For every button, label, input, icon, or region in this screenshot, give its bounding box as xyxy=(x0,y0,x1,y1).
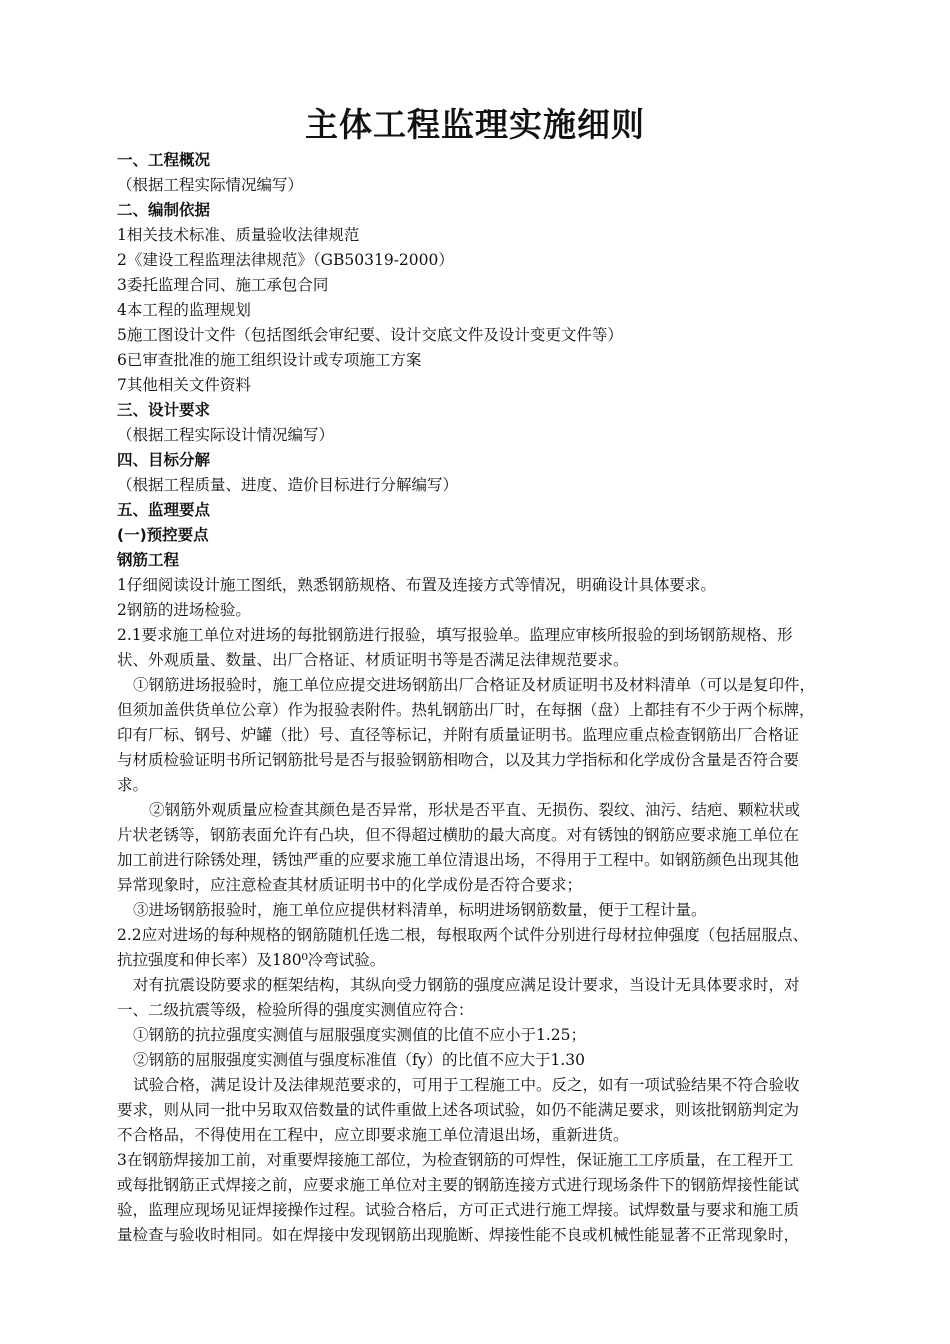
document-title: 主体工程监理实施细则 xyxy=(305,105,645,144)
text-line: 3委托监理合同、施工承包合同 xyxy=(117,276,329,294)
text-line: 加工前进行除锈处理，锈蚀严重的应要求施工单位清退出场，不得用于工程中。如钢筋颜色出现其他 xyxy=(117,851,800,869)
text-line: ①钢筋的抗拉强度实测值与屈服强度实测值的比值不应小于1.25； xyxy=(133,1026,587,1044)
text-line: 异常现象时，应注意检查其材质证明书中的化学成份是否符合要求； xyxy=(117,876,583,894)
text-line: 要求，则从同一批中另取双倍数量的试件重做上述各项试验，如仍不能满足要求，则该批钢筋判定为 xyxy=(117,1101,800,1119)
text-line: ②钢筋外观质量应检查其颜色是否异常，形状是否平直、无损伤、裂纹、油污、结疤、颗粒状或 xyxy=(149,801,801,819)
text-line: ③进场钢筋报验时，施工单位应提供材料清单，标明进场钢筋数量，便于工程计量。 xyxy=(133,901,707,919)
text-line: 4本工程的监理规划 xyxy=(117,301,251,319)
text-line: 或每批钢筋正式焊接之前，应要求施工单位对主要的钢筋连接方式进行现场条件下的钢筋焊接性能试 xyxy=(117,1176,800,1194)
text-line: 6已审查批准的施工组织设计或专项施工方案 xyxy=(117,351,422,369)
text-line: 1相关技术标准、质量验收法律规范 xyxy=(117,226,360,244)
text-line: ①钢筋进场报验时，施工单位应提交进场钢筋出厂合格证及材质证明书及材料清单（可以是复印件， xyxy=(133,676,816,694)
section-heading: 钢筋工程 xyxy=(117,551,180,569)
text-line: 2.2应对进场的每种规格的钢筋随机任选二根，每根取两个试件分别进行母材拉伸强度（包括屈服点、 xyxy=(117,926,809,944)
text-line: 验，监理应现场见证焊接操作过程。试验合格后，方可正式进行施工焊接。试焊数量与要求和施工质 xyxy=(117,1201,800,1219)
section-heading: 四、目标分解 xyxy=(117,451,211,469)
text-line: 对有抗震设防要求的框架结构，其纵向受力钢筋的强度应满足设计要求，当设计无具体要求时，对 xyxy=(133,976,800,994)
text-line: 片状老锈等，钢筋表面允许有凸块，但不得超过横肋的最大高度。对有锈蚀的钢筋应要求施工单位在 xyxy=(117,826,800,844)
text-line: 抗拉强度和伸长率）及180⁰冷弯试验。 xyxy=(117,951,386,969)
text-line: （根据工程实际设计情况编写） xyxy=(117,426,335,444)
section-heading: (一)预控要点 xyxy=(117,526,209,544)
section-heading: 三、设计要求 xyxy=(117,401,211,419)
text-line: 试验合格，满足设计及法律规范要求的，可用于工程施工中。反之，如有一项试验结果不符合验收 xyxy=(133,1076,800,1094)
section-heading: 二、编制依据 xyxy=(117,201,211,219)
text-line: 一、二级抗震等级，检验所得的强度实测值应符合： xyxy=(117,1001,474,1019)
text-line: 7其他相关文件资料 xyxy=(117,376,251,394)
text-line: （根据工程实际情况编写） xyxy=(117,176,304,194)
text-line: 2.1要求施工单位对进场的每批钢筋进行报验，填写报验单。监理应审核所报验的到场钢筋规格、形 xyxy=(117,626,793,644)
text-line: 印有厂标、钢号、炉罐（批）号、直径等标记，并附有质量证明书。监理应重点检查钢筋出厂合格证 xyxy=(117,726,800,744)
text-line: 求。 xyxy=(117,776,149,794)
text-line: ②钢筋的屈服强度实测值与强度标准值（fy）的比值不应大于1.30 xyxy=(133,1051,586,1069)
text-line: 5施工图设计文件（包括图纸会审纪要、设计交底文件及设计变更文件等） xyxy=(117,326,623,344)
text-line: 状、外观质量、数量、出厂合格证、材质证明书等是否满足法律规范要求。 xyxy=(117,651,629,669)
text-line: 2钢筋的进场检验。 xyxy=(117,601,251,619)
text-line: 与材质检验证明书所记钢筋批号是否与报验钢筋相吻合，以及其力学指标和化学成份含量是否符合要 xyxy=(117,751,800,769)
text-line: 但须加盖供货单位公章）作为报验表附件。热轧钢筋出厂时，在每捆（盘）上都挂有不少于两个标牌， xyxy=(117,701,815,719)
text-line: 量检查与验收时相同。如在焊接中发现钢筋出现脆断、焊接性能不良或机械性能显著不正常现象时， xyxy=(117,1226,800,1244)
section-heading: 五、监理要点 xyxy=(117,501,211,519)
text-line: 不合格品，不得使用在工程中，应立即要求施工单位清退出场，重新进货。 xyxy=(117,1126,629,1144)
text-line: 3在钢筋焊接加工前，对重要焊接施工部位，为检查钢筋的可焊性，保证施工工序质量，在工程开工 xyxy=(117,1151,794,1169)
text-line: （根据工程质量、进度、造价目标进行分解编写） xyxy=(117,476,459,494)
document-body xyxy=(117,148,869,1248)
text-line: 1仔细阅读设计施工图纸，熟悉钢筋规格、布置及连接方式等情况，明确设计具体要求。 xyxy=(117,576,716,594)
text-line: 2《建设工程监理法律规范》（GB50319-2000） xyxy=(117,251,454,269)
section-heading: 一、工程概况 xyxy=(117,151,211,169)
